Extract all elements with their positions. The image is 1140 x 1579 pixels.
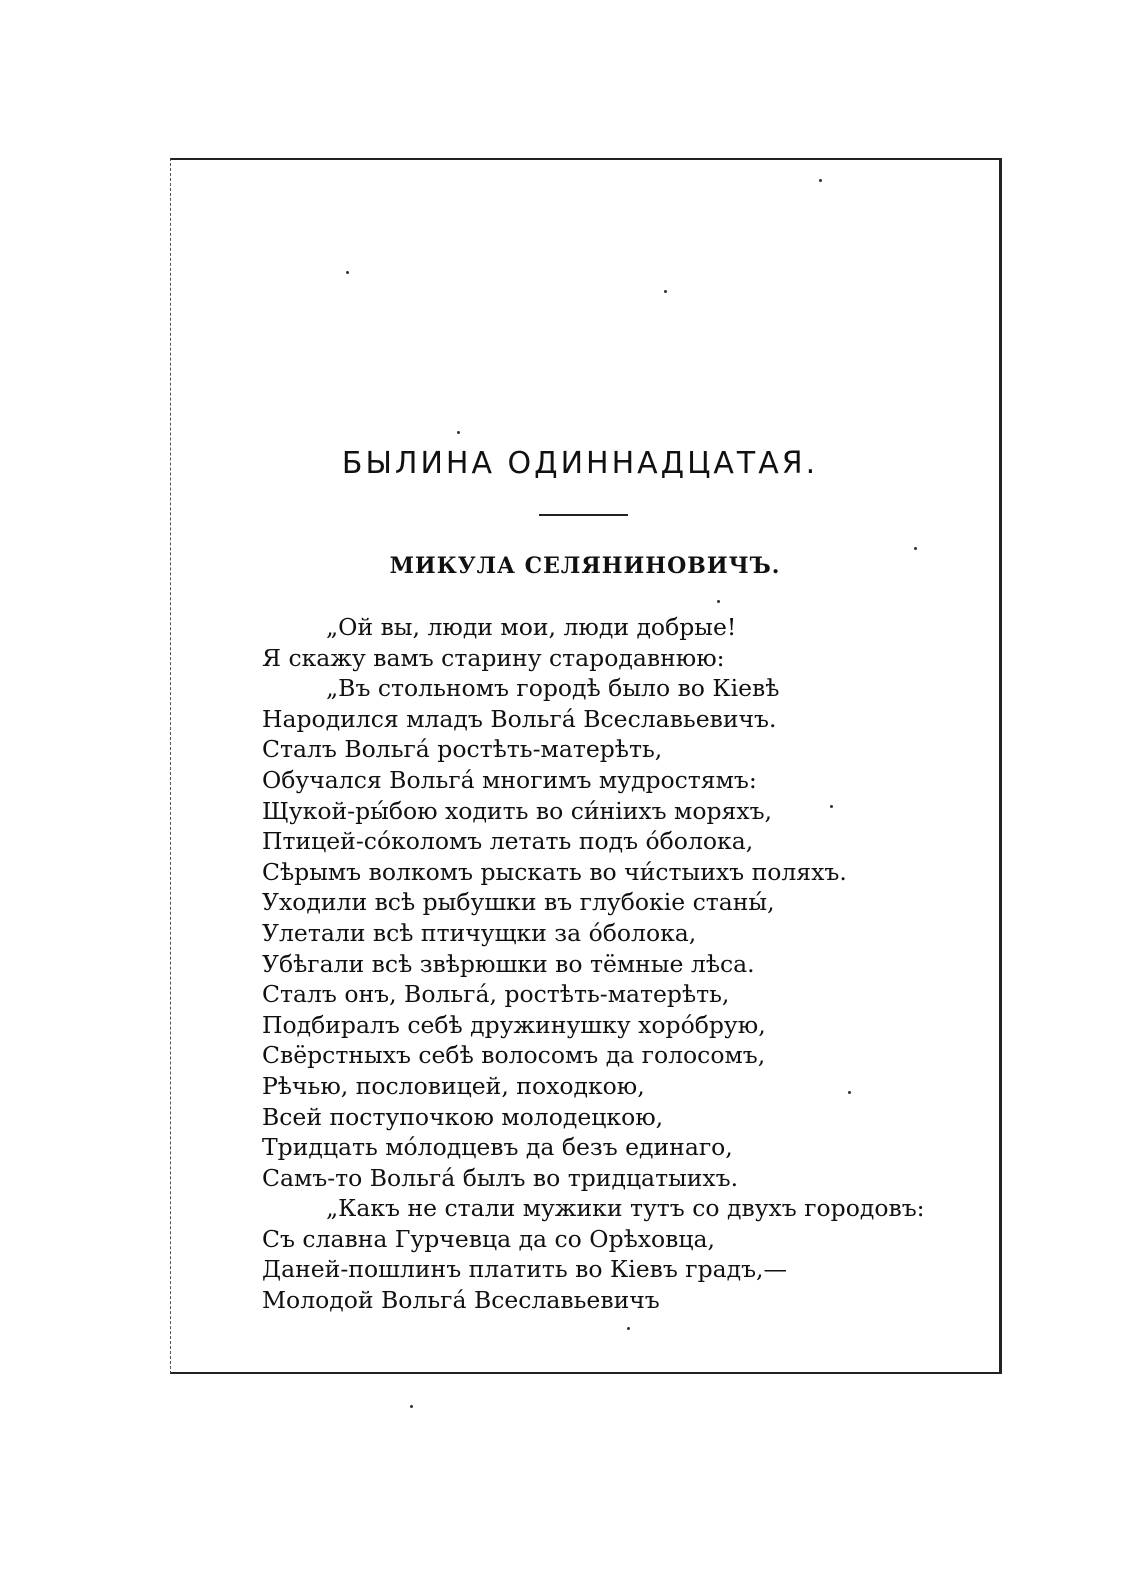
- verse-line: „Въ стольномъ городѣ было во Кіевѣ: [326, 674, 780, 703]
- scan-speck: [457, 431, 460, 434]
- scan-speck: [410, 1405, 413, 1408]
- verse-line: Уходили всѣ рыбушки въ глубокiе станы́,: [262, 888, 775, 917]
- verse-line: Обучался Вольга́ многимъ мудростямъ:: [262, 765, 757, 794]
- scan-speck: [346, 271, 349, 274]
- scan-speck: [627, 1327, 630, 1330]
- verse-line: Молодой Вольга́ Всеславьевичъ: [262, 1286, 660, 1315]
- chapter-subheading: МИКУЛА СЕЛЯНИНОВИЧЪ.: [389, 553, 781, 579]
- verse-line: Тридцать мо́лодцевъ да безъ единаго,: [262, 1133, 733, 1162]
- verse-line: Сталъ онъ, Вольга́, ростѣть-матерѣть,: [262, 980, 730, 1009]
- verse-line: Съ славна Гурчевца да со Орѣховца,: [262, 1224, 716, 1253]
- verse-line: Даней-пошлинъ платить во Кiевъ градъ,—: [262, 1255, 788, 1284]
- verse-line: Сѣрымъ волкомъ рыскать во чи́стыихъ поляхъ.: [262, 857, 847, 886]
- chapter-heading: БЫЛИНА ОДИННАДЦАТАЯ.: [341, 446, 819, 481]
- scan-speck: [914, 547, 917, 550]
- scan-speck: [848, 1091, 851, 1094]
- verse-line: Подбиралъ себѣ дружинушку хоро́брую,: [262, 1010, 766, 1039]
- verse-block: [262, 612, 962, 1316]
- verse-line: Сталъ Вольга́ ростѣть-матерѣть,: [262, 735, 663, 764]
- verse-line: Свёрстныхъ себѣ волосомъ да голосомъ,: [262, 1041, 766, 1070]
- verse-line: Рѣчью, пословицей, походкою,: [262, 1071, 645, 1100]
- scan-speck: [819, 179, 822, 182]
- verse-line: Самъ-то Вольга́ былъ во тридцатыихъ.: [262, 1163, 739, 1192]
- heading-rule: [539, 514, 628, 516]
- scan-speck: [830, 805, 833, 808]
- verse-line: Я скажу вамъ старину стародавнюю:: [262, 643, 725, 672]
- scan-speck: [717, 600, 720, 603]
- verse-line: Птицей-со́коломъ летать подъ о́болока,: [262, 827, 754, 856]
- verse-line: Щукой-ры́бою ходить во си́нiихъ моряхъ,: [262, 796, 773, 825]
- verse-line: „Ой вы, люди мои, люди добрые!: [326, 613, 737, 641]
- scan-speck: [664, 290, 667, 293]
- verse-line: Народился младъ Вольга́ Всеславьевичъ.: [262, 704, 777, 733]
- verse-line: Убѣгали всѣ звѣрюшки во тёмные лѣса.: [262, 949, 755, 978]
- verse-line: „Какъ не стали мужики тутъ со двухъ городовъ:: [326, 1194, 925, 1223]
- verse-line: Всей поступочкою молодецкою,: [262, 1102, 664, 1131]
- verse-line: Улетали всѣ птичущки за о́болока,: [262, 918, 697, 947]
